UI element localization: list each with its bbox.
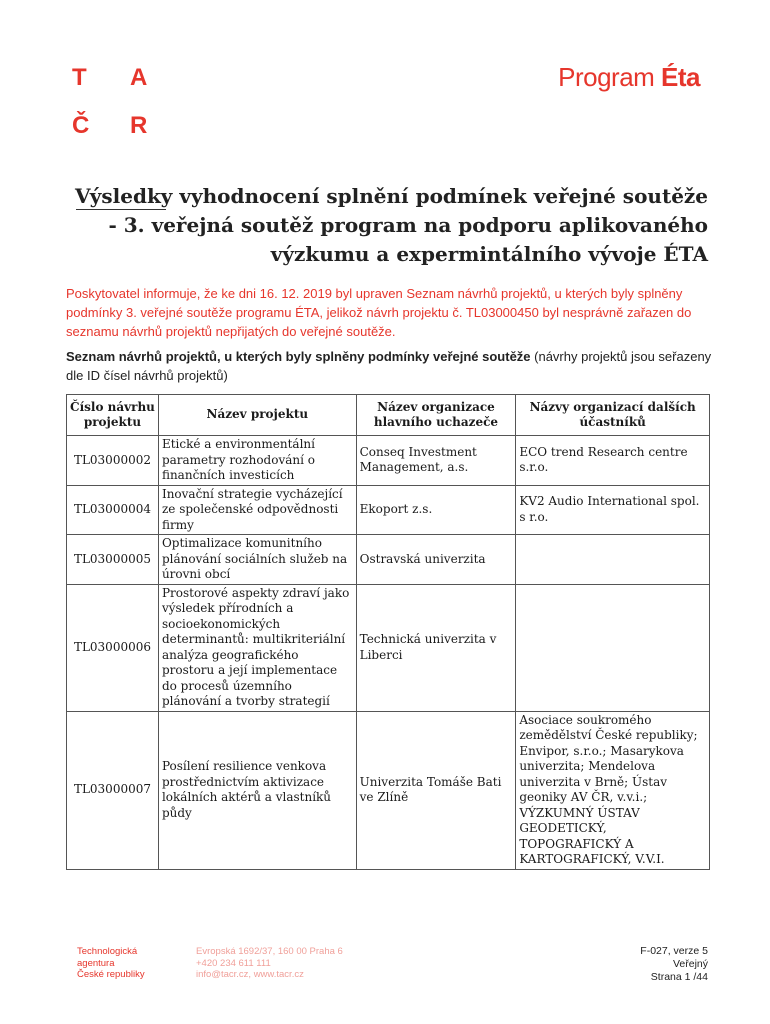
footer-contact (196, 946, 343, 981)
agency-line: Technologická (77, 946, 138, 957)
project-name: Posílení resilience venkova prostřednictvím aktivizace lokálních aktérů a vlastníků půdy (158, 711, 356, 869)
project-id: TL03000007 (67, 711, 159, 869)
main-applicant: Ostravská univerzita (356, 535, 516, 585)
footer-agency (77, 946, 145, 981)
notice-paragraph: Poskytovatel informuje, že ke dni 16. 12. 2019 byl upraven Seznam návrhů projektů, u kterých byly splněny podmínky 3. veřejné soutěže programu ÉTA, jelikož návrh projektu č. TL03000450 byl nesprávně zařazen do seznamu návrhů projektů nepřijatých do veřejné soutěže. (66, 286, 692, 339)
intro-paragraph (66, 347, 712, 385)
brand-prefix: Program (558, 62, 662, 92)
title-block (66, 182, 708, 269)
form-version: F-027, verze 5 (640, 945, 708, 957)
contact-phone: +420 234 611 111 (196, 957, 271, 969)
logo-letter-t: T (72, 64, 87, 91)
project-id: TL03000002 (67, 436, 159, 486)
main-applicant: Technická univerzita v Liberci (356, 584, 516, 711)
contact-web: info@tacr.cz, www.tacr.cz (196, 969, 304, 980)
header-other-participants: Názvy organizací dalších účastníků (516, 395, 710, 436)
projects-table (66, 394, 710, 870)
project-name: Inovační strategie vycházející ze společenské odpovědnosti firmy (158, 485, 356, 535)
participants (516, 584, 710, 711)
agency-line: České republiky (77, 969, 145, 980)
logo-letter-r: R (130, 112, 148, 139)
table-row (67, 535, 710, 585)
project-id: TL03000006 (67, 584, 159, 711)
project-name: Optimalizace komunitního plánování sociálních služeb na úrovni obcí (158, 535, 356, 585)
participants (516, 535, 710, 585)
footer-meta (640, 945, 708, 984)
classification: Veřejný (672, 958, 708, 970)
project-name: Prostorové aspekty zdraví jako výsledek přírodních a socioekonomických determinantů: multikriteriální analýza geografického prostoru a její implementace do procesů územního plánování a tvorby strategií (158, 584, 356, 711)
main-applicant: Ekoport z.s. (356, 485, 516, 535)
participants: ECO trend Research centre s.r.o. (516, 436, 710, 486)
table-row (67, 711, 710, 869)
project-id: TL03000004 (67, 485, 159, 535)
logo-letter-c: Č (72, 112, 90, 139)
page-number: Strana 1 /44 (650, 971, 708, 983)
project-name: Etické a environmentální parametry rozhodování o finančních investicích (158, 436, 356, 486)
table-row (67, 436, 710, 486)
project-id: TL03000005 (67, 535, 159, 585)
header-main-applicant: Název organizace hlavního uchazeče (356, 395, 516, 436)
header-project-id: Číslo návrhu projektu (67, 395, 159, 436)
table-row (67, 584, 710, 711)
main-applicant: Conseq Investment Management, a.s. (356, 436, 516, 486)
page-title: Výsledky vyhodnocení splnění podmínek veřejné soutěže - 3. veřejná soutěž program na podporu aplikovaného výzkumu a expermintálního vývoje ÉTA (75, 184, 708, 266)
table-row (67, 485, 710, 535)
intro-normal: (návrhy projektů jsou seřazeny dle ID čísel návrhů projektů) (66, 349, 712, 383)
table-header-row (67, 395, 710, 436)
participants: Asociace soukromého zemědělství České republiky; Envipor, s.r.o.; Masarykova univerzita; Mendelova univerzita v Brně; Ústav geoniky AV ČR, v.v.i.; VÝZKUMNÝ ÚSTAV GEODETICKÝ, TOPOGRAFICKÝ A KARTOGRAFICKÝ, V.V.I. (516, 711, 710, 869)
header-project-name: Název projektu (158, 395, 356, 436)
participants: KV2 Audio International spol. s r.o. (516, 485, 710, 535)
brand-name: Éta (661, 62, 700, 92)
intro-bold: Seznam návrhů projektů, u kterých byly splněny podmínky veřejné soutěže (66, 349, 531, 364)
agency-line: agentura (77, 957, 115, 969)
contact-address: Evropská 1692/37, 160 00 Praha 6 (196, 946, 343, 957)
logo-letter-a: A (130, 64, 148, 91)
title-divider (76, 209, 166, 210)
tacr-logo (72, 64, 162, 144)
program-eta-logo (558, 62, 700, 93)
main-applicant: Univerzita Tomáše Bati ve Zlíně (356, 711, 516, 869)
